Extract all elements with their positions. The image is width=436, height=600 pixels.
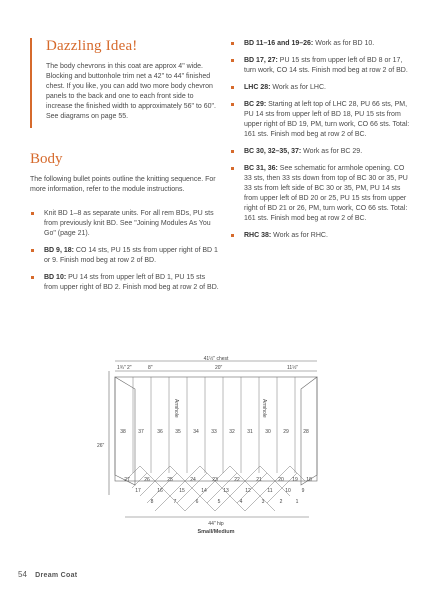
dazzling-idea-box — [30, 38, 214, 128]
diamond-number: 27 — [124, 477, 130, 483]
bullet-icon — [231, 234, 234, 237]
bullet-item: BC 30, 32–35, 37: Work as for BC 29. — [230, 147, 412, 157]
diamond-number: 2 — [279, 499, 283, 505]
body-heading: Body — [30, 151, 63, 167]
column-number: 32 — [229, 429, 235, 435]
diamond-number: 9 — [301, 488, 305, 494]
diamond-number: 1 — [295, 499, 299, 505]
bullet-item: BD 11–16 and 19–26: Work as for BD 10. — [230, 39, 412, 49]
column-number: 36 — [157, 429, 163, 435]
column-number: 28 — [303, 429, 309, 435]
bullet-item: BC 29: Starting at left top of LHC 28, PU 66 sts, PM, PU 14 sts from upper left of BD 18, PU 15 sts from upper right of BD 19, PM, turn work, CO 66 sts. Total: 161 sts. Finish mod beg at row 2 of BC. — [230, 100, 412, 140]
bullet-item: LHC 28: Work as for LHC. — [230, 83, 412, 93]
diamond-number: 5 — [217, 499, 221, 505]
diamond-number: 23 — [212, 477, 218, 483]
left-bullet-list — [30, 209, 220, 300]
height-label: 26" — [97, 443, 105, 449]
sidebar-text: The body chevrons in this coat are approx 4" wide. Blocking and buttonhole trim net a 42" to 44" finished chest. If you like, you can add two more body chevron panels to the back and one to each front side to increase the finished width to approximately 56" to 60". See diagrams on page 55. — [46, 63, 216, 120]
diamond-number: 12 — [245, 488, 251, 494]
hip-label: 44" hip — [208, 521, 224, 527]
diamond-number: 25 — [167, 477, 173, 483]
dim-8: 8" — [148, 365, 153, 371]
armhole-label-right: Armhole — [261, 399, 267, 418]
page-footer — [18, 570, 77, 579]
armhole-label-left: Armhole — [173, 399, 179, 418]
diamond-number: 16 — [157, 488, 163, 494]
diamond-number: 21 — [256, 477, 262, 483]
coat-schematic — [95, 355, 335, 555]
diamond-number: 26 — [144, 477, 150, 483]
bullet-icon — [231, 86, 234, 89]
column-number: 38 — [120, 429, 126, 435]
column-number: 34 — [193, 429, 199, 435]
diamond-number: 17 — [135, 488, 141, 494]
diamond-number: 10 — [285, 488, 291, 494]
body-intro: The following bullet points outline the knitting sequence. For more information, refer to the module instructions. — [30, 176, 216, 193]
right-bullet-list — [230, 39, 412, 248]
chest-label: 41½" chest — [203, 356, 229, 362]
bullet-item: BD 17, 27: PU 15 sts from upper left of BD 8 or 17, turn work, CO 14 sts. Finish mod beg at row 2 of BD. — [230, 56, 412, 76]
diamond-number: 20 — [278, 477, 284, 483]
diamond-number: 15 — [179, 488, 185, 494]
column-number: 35 — [175, 429, 181, 435]
dim-left-small: 1¾" — [117, 365, 126, 371]
bullet-icon — [31, 249, 34, 252]
bullet-icon — [231, 42, 234, 45]
diamond-number: 11 — [267, 488, 273, 494]
diamond-number: 3 — [261, 499, 265, 505]
diamond-number: 6 — [195, 499, 199, 505]
bullet-item: RHC 38: Work as for RHC. — [230, 231, 412, 241]
bullet-icon — [231, 150, 234, 153]
diamond-number: 8 — [150, 499, 154, 505]
column-number: 29 — [283, 429, 289, 435]
chapter-title: Dream Coat — [35, 572, 78, 579]
bullet-item: BD 10: PU 14 sts from upper left of BD 1, PU 15 sts from upper right of BD 2. Finish mod beg at row 2 of BD. — [30, 273, 220, 293]
diamond-number: 19 — [292, 477, 298, 483]
diamond-number: 24 — [190, 477, 196, 483]
bullet-icon — [231, 103, 234, 106]
diamond-number: 4 — [239, 499, 243, 505]
bullet-icon — [31, 212, 34, 215]
bullet-icon — [231, 59, 234, 62]
diamond-number: 18 — [306, 477, 312, 483]
diamond-number: 14 — [201, 488, 207, 494]
page-number: 54 — [18, 570, 27, 579]
sidebar-heading: Dazzling Idea! — [46, 38, 138, 54]
dim-right: 11½" — [287, 365, 299, 371]
column-number: 30 — [265, 429, 271, 435]
column-number: 33 — [211, 429, 217, 435]
diamond-number: 7 — [173, 499, 177, 505]
bullet-item: Knit BD 1–8 as separate units. For all rem BDs, PU sts from previously knit BD. See "Joining Modules As You Go" (page 21). — [30, 209, 220, 239]
diamond-number: 13 — [223, 488, 229, 494]
size-label: Small/Medium — [197, 529, 235, 535]
bullet-icon — [231, 167, 234, 170]
column-number: 31 — [247, 429, 253, 435]
diamond-number: 22 — [234, 477, 240, 483]
bullet-item: BC 31, 36: See schematic for armhole opening. CO 33 sts, then 33 sts down from top of BC 30 or 35, PU 33 sts from left side of BC 30 or 35, PM, PU 14 sts from upper left of BD 20 or 25, PU 15 sts from upper right of BD 21 or 26, PM, turn work, CO 66 sts. Total: 161 sts. Finish mod beg at row 2 of BC. — [230, 164, 412, 224]
column-number: 37 — [138, 429, 144, 435]
dim-20: 20" — [215, 365, 223, 371]
dim-left-small2: 2" — [127, 365, 132, 371]
bullet-item: BD 9, 18: CO 14 sts, PU 15 sts from upper right of BD 1 or 9. Finish mod beg at row 2 of BD. — [30, 246, 220, 266]
bullet-icon — [31, 276, 34, 279]
